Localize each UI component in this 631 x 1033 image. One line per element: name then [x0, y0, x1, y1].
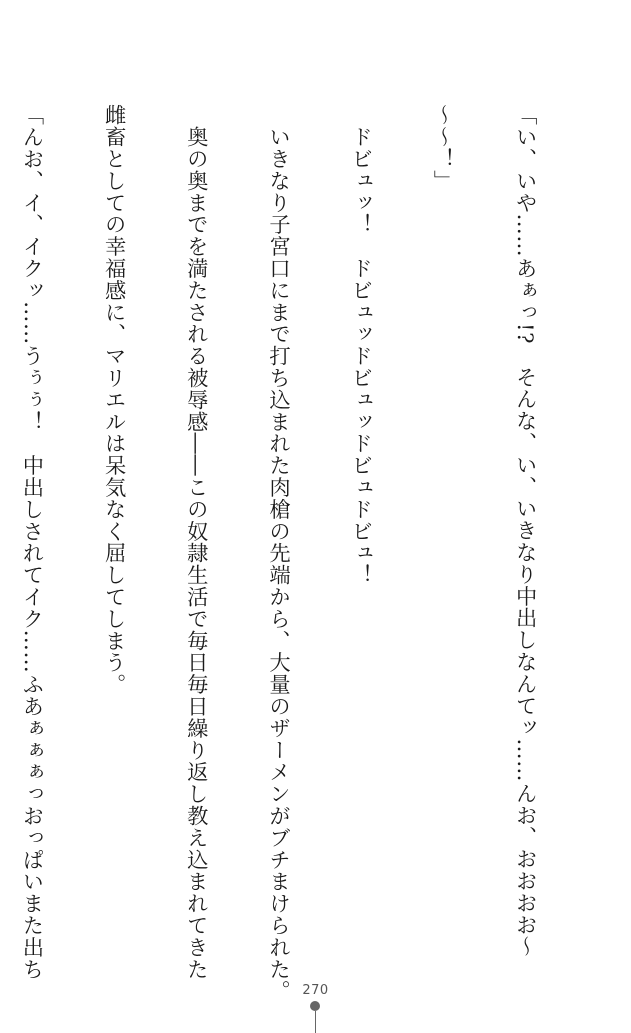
text-line: ドビュッ！ ドビュッドビュッドビュドビュ！ [347, 104, 373, 586]
page-ornament-dot [310, 1001, 320, 1011]
page-number: 270 [302, 983, 329, 998]
text-line: 雌畜としての幸福感に、マリエルは呆気なく屈してしまう。 [101, 104, 127, 696]
page-ornament-line [315, 1011, 316, 1033]
text-line: いきなり子宮口にまで打ち込まれた肉槍の先端から、大量のザーメンがブチまけられた。 [265, 104, 291, 1002]
text-line: ～～！」 [429, 104, 455, 192]
text-line: 奥の奥までを満たされる被辱感――この奴隷生活で毎日毎日繰り返し教え込まれてきた [183, 104, 209, 980]
text-line: 「んお、イ、イクッ……うぅぅ！ 中出しされてイク……ふあぁぁぁっおっぱいまた出ち [18, 104, 44, 980]
text-line: 「い、いや……あぁっ!? そんな、い、いきなり中出しなんてッ……んお、おおおお～ [512, 104, 538, 958]
